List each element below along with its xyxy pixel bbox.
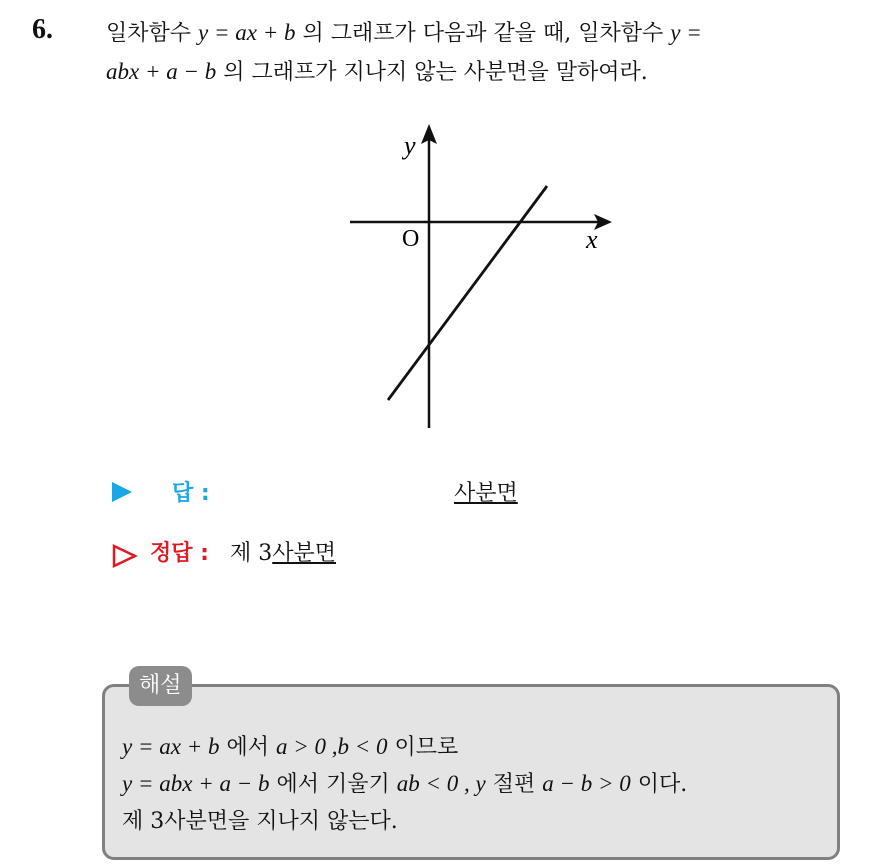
explanation-text: 절편: [492, 772, 536, 797]
correct-answer-prefix: 제 3: [230, 541, 273, 566]
explanation-text: 에서: [226, 735, 269, 760]
play-arrow-icon: [112, 482, 132, 502]
question-text: 일차함수: [106, 21, 192, 46]
explanation-line-2: [122, 767, 687, 798]
explanation-equation: y = ax + b: [122, 734, 220, 759]
question-equation: y = ax + b: [198, 20, 296, 45]
explanation-equation: y = abx + a − b: [122, 771, 270, 796]
function-graph: [330, 118, 620, 438]
answer-label: 답 :: [172, 481, 210, 506]
question-text: 의 그래프가 지나지 않는 사분면을 말하여라.: [223, 60, 648, 85]
question-text: 의 그래프가 다음과 같을 때, 일차함수: [302, 21, 664, 46]
question-text-line-2: [106, 55, 648, 86]
question-equation: y =: [670, 20, 702, 45]
explanation-condition: a > 0 ,b < 0: [275, 734, 388, 759]
origin-label: O: [402, 226, 420, 252]
explanation-line-1: [122, 730, 458, 761]
explanation-text: 이다.: [637, 772, 688, 797]
outline-arrow-icon: [112, 544, 138, 568]
explanation-tag: 해설: [129, 666, 192, 706]
graph-svg: [330, 118, 620, 438]
answer-value: 사분면: [454, 481, 518, 506]
explanation-condition: ab < 0 , y: [396, 771, 486, 796]
correct-answer-value: [230, 536, 336, 567]
x-axis-label: x: [586, 225, 598, 254]
correct-answer-unit: 사분면: [272, 541, 337, 566]
explanation-line-3: 제 3사분면을 지나지 않는다.: [122, 809, 398, 834]
question-number: 6.: [32, 14, 53, 45]
question-equation: abx + a − b: [106, 59, 217, 84]
explanation-text: 에서 기울기: [276, 772, 390, 797]
explanation-condition: a − b > 0: [542, 771, 631, 796]
function-line: [388, 186, 547, 400]
question-text-line-1: [106, 16, 702, 47]
explanation-text: 이므로: [394, 735, 459, 760]
y-axis-label: y: [404, 131, 416, 160]
correct-answer-label: 정답 :: [150, 541, 209, 566]
